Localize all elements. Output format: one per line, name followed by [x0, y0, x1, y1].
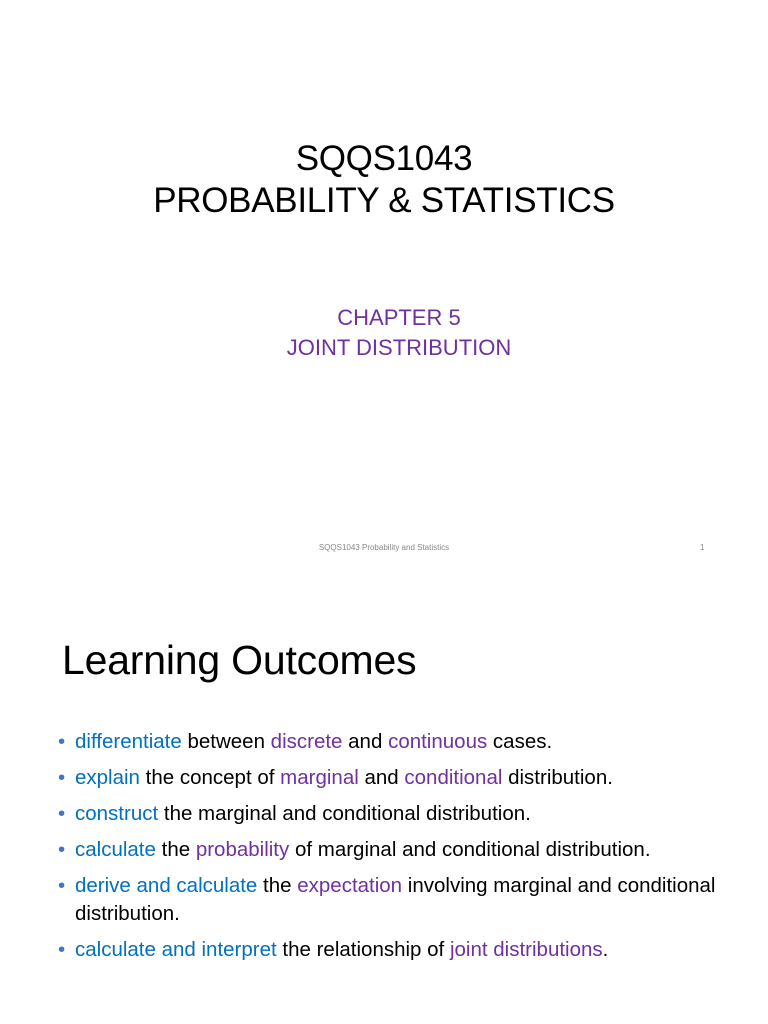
bullet-marker: • [58, 802, 66, 825]
outcome-text-run: differentiate [75, 730, 182, 753]
outcome-item [58, 764, 738, 792]
outcome-text-run: probability [195, 838, 290, 861]
outcome-item [58, 728, 738, 756]
outcome-text-run: conditional [404, 766, 503, 789]
outcome-text-run: explain [75, 766, 140, 789]
chapter-title: JOINT DISTRIBUTION [286, 335, 512, 360]
learning-outcomes-slide [0, 576, 768, 1024]
outcome-text-run: the [257, 874, 298, 897]
bullet-marker: • [58, 838, 66, 861]
outcome-text-run: the concept of [139, 766, 281, 789]
outcome-text-run: . [602, 938, 609, 961]
outcome-text-run: marginal [280, 766, 359, 789]
section-heading: Learning Outcomes [62, 637, 417, 683]
bullet-marker: • [58, 938, 66, 961]
outcome-text-run: continuous [388, 730, 488, 753]
outcome-text-run: between [181, 730, 271, 753]
course-code: SQQS1043 [295, 139, 473, 178]
course-name: PROBABILITY & STATISTICS [153, 181, 615, 220]
outcome-text-run: discrete [270, 730, 343, 753]
outcome-text-run: of marginal and conditional distribution. [289, 838, 651, 861]
outcome-text-run: expectation [297, 874, 403, 897]
outcome-text-run: and [342, 730, 389, 753]
bullet-marker: • [58, 874, 66, 897]
outcome-item [58, 936, 738, 964]
outcome-text-run: involving marginal and conditional distribution. [75, 874, 716, 925]
slide-footer: SQQS1043 Probability and Statistics [318, 543, 450, 552]
outcome-text-run: the marginal and conditional distribution. [158, 802, 531, 825]
outcome-item [58, 800, 738, 828]
outcome-text-run: construct [75, 802, 159, 825]
slide-subtitle [0, 303, 768, 363]
slide-title [0, 138, 768, 222]
outcome-text-run: joint distributions [449, 938, 603, 961]
outcome-text-run: cases. [487, 730, 553, 753]
outcome-text-run: calculate and interpret [75, 938, 277, 961]
chapter-number: CHAPTER 5 [337, 305, 461, 330]
page-number: 1 [700, 543, 705, 552]
bullet-marker: • [58, 766, 66, 789]
outcome-text-run: derive and calculate [75, 874, 258, 897]
outcome-item [58, 872, 738, 928]
outcome-item [58, 836, 738, 864]
outcome-text-run: the relationship of [276, 938, 450, 961]
outcome-text-run: and [358, 766, 405, 789]
outcomes-list [58, 728, 738, 972]
outcome-text-run: distribution. [502, 766, 613, 789]
outcome-text-run: calculate [75, 838, 156, 861]
bullet-marker: • [58, 730, 66, 753]
outcome-text-run: the [155, 838, 196, 861]
